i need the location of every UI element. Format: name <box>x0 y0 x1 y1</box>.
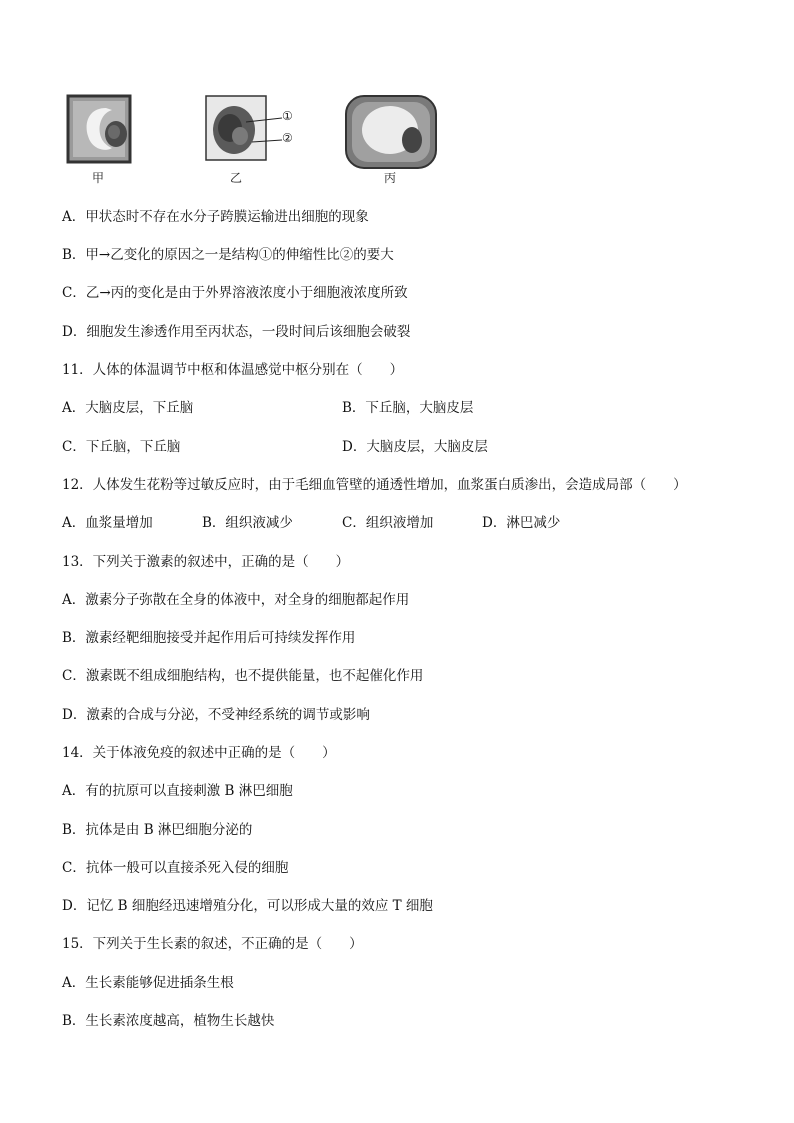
q12-stem: 12．人体发生花粉等过敏反应时，由于毛细血管壁的通透性增加，血浆蛋白质渗出，会造成局部（ ） <box>62 477 687 493</box>
q13-option-d: D．激素的合成与分泌，不受神经系统的调节或影响 <box>62 707 370 723</box>
q15-option-b: B．生长素浓度越高，植物生长越快 <box>62 1013 275 1029</box>
q10-option-c: C．乙→丙的变化是由于外界溶液浓度小于细胞液浓度所致 <box>62 285 408 301</box>
figure-label-jia: 甲 <box>92 171 105 185</box>
cell-figure-bing <box>344 94 440 172</box>
q12-option-d: D．淋巴减少 <box>482 515 561 531</box>
cell-figures <box>62 94 462 186</box>
q13-stem: 13．下列关于激素的叙述中，正确的是（ ） <box>62 554 350 570</box>
marker-2: ② <box>282 131 293 145</box>
q15-stem: 15．下列关于生长素的叙述，不正确的是（ ） <box>62 936 363 952</box>
q11-option-a: A．大脑皮层，下丘脑 <box>62 400 194 416</box>
q13-option-b: B．激素经靶细胞接受并起作用后可持续发挥作用 <box>62 630 356 646</box>
cell-figure-jia <box>66 94 132 166</box>
pointer-lines <box>246 114 284 144</box>
q14-option-d: D．记忆 B 细胞经迅速增殖分化，可以形成大量的效应 T 细胞 <box>62 898 433 914</box>
q10-option-a: A．甲状态时不存在水分子跨膜运输进出细胞的现象 <box>62 209 369 225</box>
marker-1: ① <box>282 109 293 123</box>
q11-option-b: B．下丘脑，大脑皮层 <box>342 400 474 416</box>
q14-option-b: B．抗体是由 B 淋巴细胞分泌的 <box>62 822 253 838</box>
figure-label-yi: 乙 <box>230 171 243 185</box>
q11-option-d: D．大脑皮层，大脑皮层 <box>342 439 488 455</box>
plasmolysis-cell-bing-image <box>344 94 440 172</box>
q11-stem: 11．人体的体温调节中枢和体温感觉中枢分别在（ ） <box>62 362 404 378</box>
q12-option-a: A．血浆量增加 <box>62 515 153 531</box>
q12-option-c: C．组织液增加 <box>342 515 434 531</box>
q10-option-d: D．细胞发生渗透作用至丙状态，一段时间后该细胞会破裂 <box>62 324 411 340</box>
q14-option-c: C．抗体一般可以直接杀死入侵的细胞 <box>62 860 289 876</box>
q13-option-c: C．激素既不组成细胞结构，也不提供能量，也不起催化作用 <box>62 668 424 684</box>
plasmolysis-cell-jia-image <box>66 94 132 166</box>
q11-option-c: C．下丘脑，下丘脑 <box>62 439 181 455</box>
figure-label-bing: 丙 <box>384 171 397 185</box>
q14-stem: 14．关于体液免疫的叙述中正确的是（ ） <box>62 745 336 761</box>
q14-option-a: A．有的抗原可以直接刺激 B 淋巴细胞 <box>62 783 293 799</box>
q15-option-a: A．生长素能够促进插条生根 <box>62 975 234 991</box>
q10-option-b: B．甲→乙变化的原因之一是结构①的伸缩性比②的要大 <box>62 247 394 263</box>
q13-option-a: A．激素分子弥散在全身的体液中，对全身的细胞都起作用 <box>62 592 410 608</box>
q12-option-b: B．组织液减少 <box>202 515 293 531</box>
